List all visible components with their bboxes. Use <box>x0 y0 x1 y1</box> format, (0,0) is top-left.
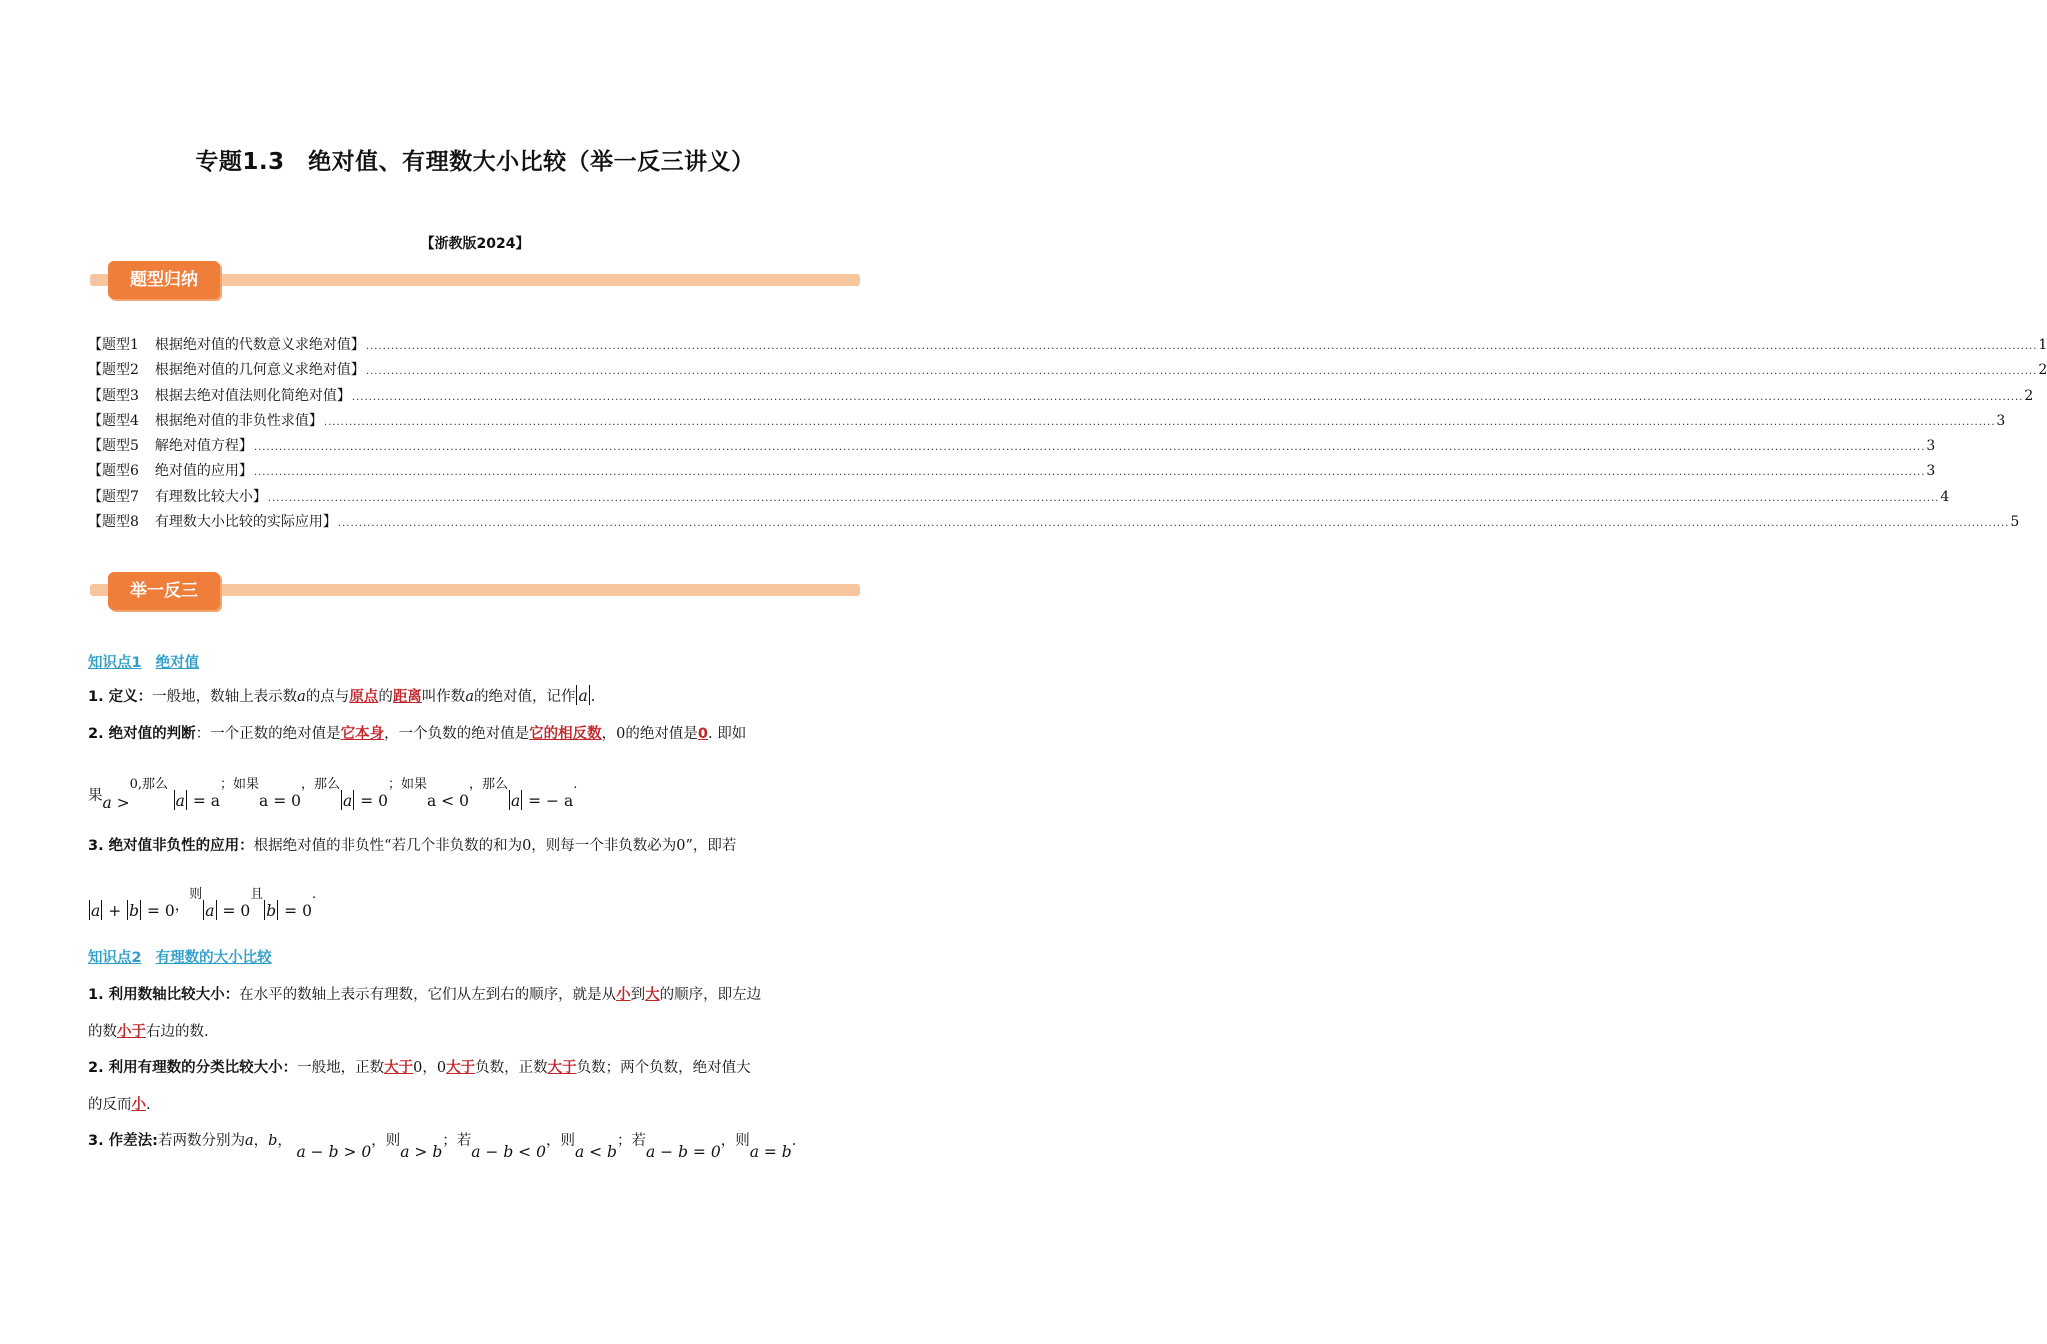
toc-entry[interactable] <box>88 459 1936 484</box>
classification-compare-paragraph: 2. 利用有理数的分类比较大小：一般地，正数大于0，0大于负数，正数大于负数；两个负数，绝对值大 <box>88 1060 751 1076</box>
table-of-contents <box>88 333 2047 535</box>
toc-entry-label: 【题型3 根据去绝对值法则化简绝对值】 <box>88 387 351 404</box>
difference-method-paragraph: 3. 作差法:若两数分别为a，b， a − b > 0，则a > b；若a − b < 0，则a < b；若a − b = 0，则a = b. <box>88 1133 797 1161</box>
toc-entry[interactable] <box>88 434 1936 459</box>
toc-entry-label: 【题型5 解绝对值方程】 <box>88 438 253 455</box>
knowledge-point-2-heading: 知识点2 有理数的大小比较 <box>88 950 272 966</box>
definition-paragraph: 1. 定义：一般地，数轴上表示数a的点与原点的距离叫作数a的绝对值，记作 a . <box>88 687 596 705</box>
toc-entry-label: 【题型8 有理数大小比较的实际应用】 <box>88 514 337 531</box>
toc-entry[interactable] <box>88 333 2047 358</box>
numberline-compare-paragraph-cont: 的数小于右边的数. <box>88 1024 209 1040</box>
toc-page-number: 4 <box>1940 488 1950 505</box>
banner-examples: 举一反三 <box>108 572 220 610</box>
toc-page-number: 5 <box>2010 514 2020 531</box>
toc-entry-label: 【题型6 绝对值的应用】 <box>88 463 253 480</box>
edition-label: 【浙教版2024】 <box>420 236 530 252</box>
judgment-cases-line: 果a >0,那么 a = a；如果a = 0，那么a = 0；如果a < 0，那么a = − a. <box>88 777 578 812</box>
toc-entry-label: 【题型4 根据绝对值的非负性求值】 <box>88 412 323 429</box>
toc-leader-dots: ................................................................................................................................................................................................................................................................................................................................................................................................................ <box>365 366 2038 378</box>
knowledge-point-1-heading: 知识点1 绝对值 <box>88 655 200 671</box>
toc-leader-dots: ................................................................................................................................................................................................................................................................................................................................................................................................................ <box>351 391 2024 403</box>
toc-entry[interactable] <box>88 510 2020 535</box>
toc-entry[interactable] <box>88 358 2047 383</box>
toc-entry[interactable] <box>88 485 1950 510</box>
toc-page-number: 3 <box>1926 463 1936 480</box>
toc-page-number: 2 <box>2024 387 2034 404</box>
toc-leader-dots: ................................................................................................................................................................................................................................................................................................................................................................................................................ <box>267 492 1940 504</box>
toc-entry[interactable] <box>88 384 2034 409</box>
toc-leader-dots: ................................................................................................................................................................................................................................................................................................................................................................................................................ <box>253 467 1926 479</box>
toc-entry-label: 【题型1 根据绝对值的代数意义求绝对值】 <box>88 337 365 353</box>
classification-compare-paragraph-cont: 的反而小. <box>88 1097 151 1113</box>
judgment-paragraph: 2. 绝对值的判断：一个正数的绝对值是它本身，一个负数的绝对值是它的相反数，0的绝对值是0. 即如 <box>88 726 747 742</box>
page-title: 专题1.3 绝对值、有理数大小比较（举一反三讲义） <box>195 149 755 175</box>
toc-entry-label: 【题型2 根据绝对值的几何意义求绝对值】 <box>88 362 365 379</box>
toc-entry[interactable] <box>88 409 2006 434</box>
toc-page-number: 3 <box>1926 438 1936 455</box>
toc-leader-dots: ................................................................................................................................................................................................................................................................................................................................................................................................................ <box>365 341 2038 352</box>
nonnegativity-paragraph: 3. 绝对值非负性的应用：根据绝对值的非负性“若几个非负数的和为0，则每一个非负数必为0”，即若 <box>88 838 737 854</box>
toc-page-number: 1 <box>2038 337 2047 353</box>
toc-entry-label: 【题型7 有理数比较大小】 <box>88 488 267 505</box>
toc-page-number: 2 <box>2038 362 2047 379</box>
banner-question-types: 题型归纳 <box>108 261 220 299</box>
toc-page-number: 3 <box>1996 412 2006 429</box>
toc-leader-dots: ................................................................................................................................................................................................................................................................................................................................................................................................................ <box>323 416 1996 428</box>
toc-leader-dots: ................................................................................................................................................................................................................................................................................................................................................................................................................ <box>337 518 2010 530</box>
nonnegativity-formula-line: a + b = 0，则a = 0且b = 0. <box>91 887 317 920</box>
numberline-compare-paragraph: 1. 利用数轴比较大小：在水平的数轴上表示有理数，它们从左到右的顺序，就是从小到大的顺序，即左边 <box>88 987 762 1003</box>
toc-leader-dots: ................................................................................................................................................................................................................................................................................................................................................................................................................ <box>253 442 1926 454</box>
